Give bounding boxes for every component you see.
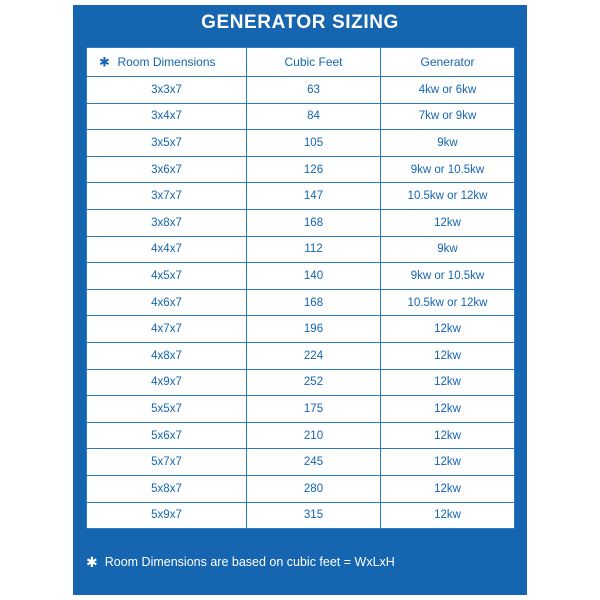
cell-cubic-feet: 210 (247, 422, 381, 449)
table-row (87, 449, 515, 476)
cell-generator: 7kw or 9kw (381, 103, 515, 130)
cell-room-dimensions: 5x7x7 (87, 449, 247, 476)
cell-generator: 12kw (381, 342, 515, 369)
cell-cubic-feet: 224 (247, 342, 381, 369)
page-title: GENERATOR SIZING (201, 12, 399, 33)
cell-generator: 10.5kw or 12kw (381, 183, 515, 210)
cell-generator: 10.5kw or 12kw (381, 289, 515, 316)
cell-generator: 9kw (381, 236, 515, 263)
cell-room-dimensions: 3x8x7 (87, 209, 247, 236)
table-row (87, 156, 515, 183)
asterisk-icon: ✱ (86, 554, 98, 570)
table-row (87, 103, 515, 130)
footnote (86, 555, 514, 569)
table-row (87, 369, 515, 396)
cell-cubic-feet: 252 (247, 369, 381, 396)
cell-room-dimensions: 5x8x7 (87, 475, 247, 502)
table-row (87, 502, 515, 529)
table-row (87, 263, 515, 290)
cell-room-dimensions: 5x5x7 (87, 396, 247, 423)
table-row (87, 422, 515, 449)
cell-generator: 12kw (381, 502, 515, 529)
cell-cubic-feet: 84 (247, 103, 381, 130)
cell-room-dimensions: 4x8x7 (87, 342, 247, 369)
cell-generator: 12kw (381, 209, 515, 236)
cell-room-dimensions: 3x3x7 (87, 77, 247, 104)
column-header-cubic-feet: Cubic Feet (247, 48, 381, 77)
table-header-row-group (87, 48, 515, 77)
table-row (87, 183, 515, 210)
cell-cubic-feet: 63 (247, 77, 381, 104)
cell-room-dimensions: 5x9x7 (87, 502, 247, 529)
cell-cubic-feet: 105 (247, 130, 381, 157)
table-row (87, 316, 515, 343)
table-row (87, 77, 515, 104)
table-row (87, 342, 515, 369)
cell-cubic-feet: 245 (247, 449, 381, 476)
cell-generator: 4kw or 6kw (381, 77, 515, 104)
cell-cubic-feet: 112 (247, 236, 381, 263)
cell-room-dimensions: 3x5x7 (87, 130, 247, 157)
cell-cubic-feet: 168 (247, 289, 381, 316)
cell-room-dimensions: 5x6x7 (87, 422, 247, 449)
cell-generator: 12kw (381, 475, 515, 502)
generator-sizing-card (73, 5, 527, 595)
column-header-room-dimensions (87, 48, 247, 77)
cell-generator: 12kw (381, 422, 515, 449)
table-row (87, 289, 515, 316)
asterisk-icon: ✱ (99, 54, 110, 70)
cell-cubic-feet: 280 (247, 475, 381, 502)
cell-room-dimensions: 4x5x7 (87, 263, 247, 290)
cell-cubic-feet: 196 (247, 316, 381, 343)
sizing-table-container (86, 47, 514, 529)
cell-cubic-feet: 147 (247, 183, 381, 210)
cell-cubic-feet: 140 (247, 263, 381, 290)
cell-room-dimensions: 4x9x7 (87, 369, 247, 396)
cell-room-dimensions: 4x4x7 (87, 236, 247, 263)
table-row (87, 475, 515, 502)
table-row (87, 209, 515, 236)
cell-generator: 12kw (381, 316, 515, 343)
column-header-generator: Generator (381, 48, 515, 77)
generator-sizing-table (86, 47, 515, 529)
cell-room-dimensions: 4x6x7 (87, 289, 247, 316)
cell-room-dimensions: 3x4x7 (87, 103, 247, 130)
cell-generator: 12kw (381, 449, 515, 476)
cell-cubic-feet: 315 (247, 502, 381, 529)
cell-generator: 9kw or 10.5kw (381, 263, 515, 290)
column-header-label: Room Dimensions (117, 55, 216, 69)
table-row (87, 236, 515, 263)
cell-cubic-feet: 175 (247, 396, 381, 423)
cell-room-dimensions: 3x6x7 (87, 156, 247, 183)
cell-cubic-feet: 126 (247, 156, 381, 183)
cell-generator: 9kw or 10.5kw (381, 156, 515, 183)
cell-room-dimensions: 3x7x7 (87, 183, 247, 210)
cell-generator: 12kw (381, 396, 515, 423)
cell-generator: 12kw (381, 369, 515, 396)
table-body (87, 77, 515, 529)
table-row (87, 130, 515, 157)
table-header-row (87, 48, 515, 77)
cell-cubic-feet: 168 (247, 209, 381, 236)
table-row (87, 396, 515, 423)
cell-generator: 9kw (381, 130, 515, 157)
card-header (73, 5, 527, 41)
footnote-text: Room Dimensions are based on cubic feet = WxLxH (104, 555, 395, 569)
cell-room-dimensions: 4x7x7 (87, 316, 247, 343)
